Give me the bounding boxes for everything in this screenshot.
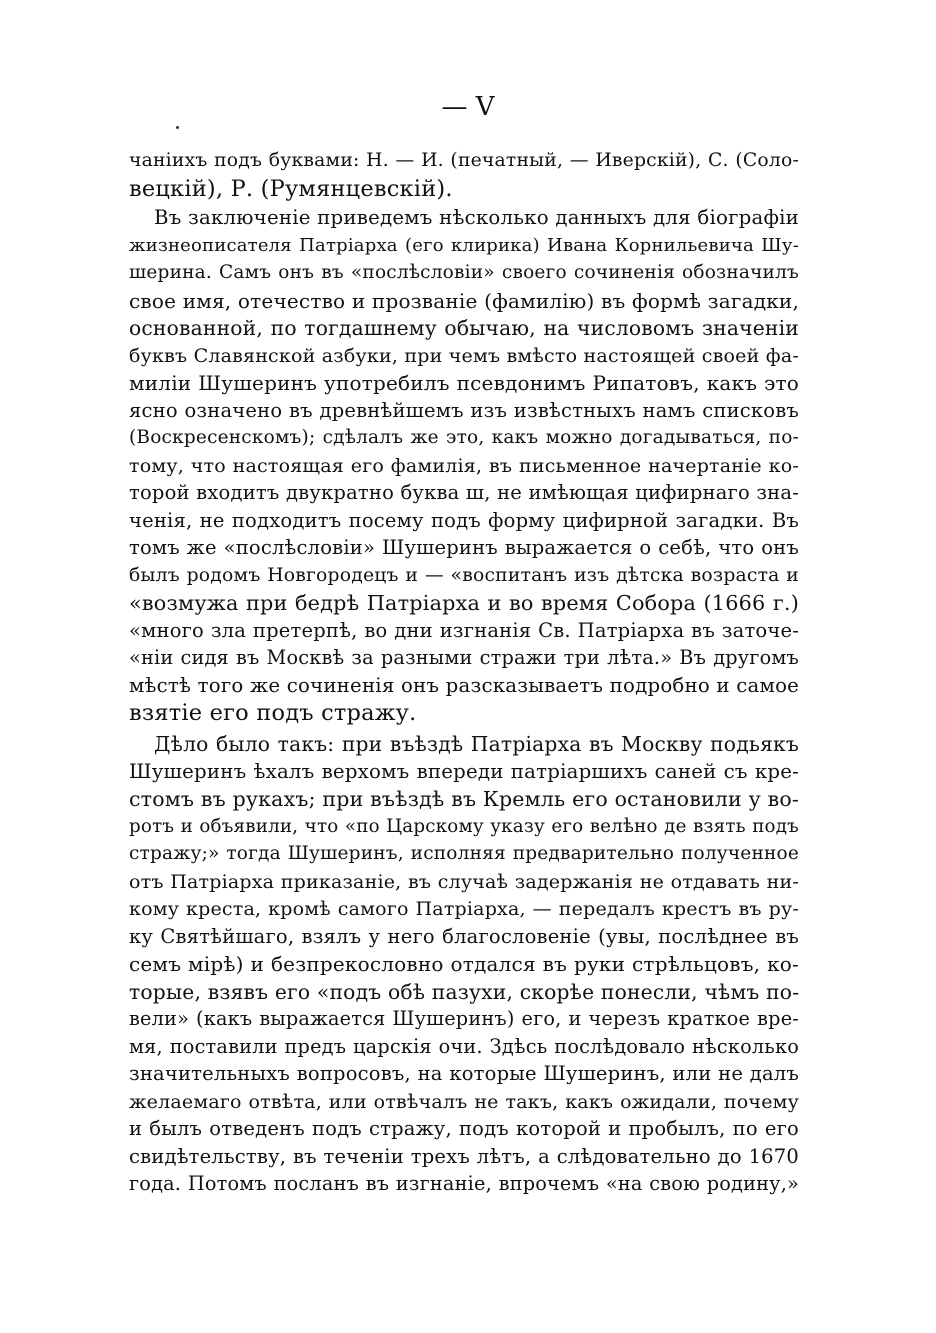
text-line: основанной, по тогдашнему обычаю, на числовомъ значеніи — [129, 316, 799, 340]
text-line: взятіе его подъ стражу. — [129, 700, 417, 726]
text-line: кому креста, кромѣ самого Патріарха, — передалъ крестъ въ ру- — [129, 898, 799, 920]
text-line: ченія, не подходитъ посему подъ форму цифирной загадки. Въ — [129, 509, 799, 532]
text-line: тому, что настоящая его фамилія, въ письменное начертаніе ко- — [129, 455, 799, 477]
text-line: ясно означено въ древнѣйшемъ изъ извѣстныхъ намъ списковъ — [129, 399, 799, 422]
text-line: желаемаго отвѣта, или отвѣчалъ не такъ, какъ ожидали, почему — [129, 1091, 799, 1113]
text-line: шерина. Самъ онъ въ «послѣсловіи» своего сочиненія обозначилъ — [129, 262, 799, 283]
text-line: стражу;» тогда Шушеринъ, исполняя предварительно полученное — [129, 843, 799, 864]
text-line: буквъ Славянской азбуки, при чемъ вмѣсто настоящей своей фа- — [129, 345, 799, 367]
text-line: значительныхъ вопросовъ, на которые Шушеринъ, или не далъ — [129, 1062, 799, 1085]
text-line: торые, взявъ его «подъ обѣ пазухи, скорѣе понесли, чѣмъ по- — [129, 980, 800, 1004]
text-line: свое имя, отечество и прозваніе (фамилію) въ формѣ загадки, — [129, 289, 800, 313]
text-line: «много зла претерпѣ, во дни изгнанія Св. Патріарха въ заточе- — [129, 619, 799, 642]
text-line: «возмужа при бедрѣ Патріарха и во время Собора (1666 г.) — [129, 591, 799, 615]
page-number: — V — [441, 92, 495, 122]
text-line: вецкій), Р. (Румянцевскій). — [129, 176, 453, 202]
text-line: мя, поставили предъ царскія очи. Здѣсь послѣдовало нѣсколько — [129, 1035, 799, 1058]
text-line: вели» (какъ выражается Шушеринъ) его, и черезъ краткое вре- — [129, 1007, 799, 1030]
text-line: томъ же «послѣсловіи» Шушеринъ выражается о себѣ, что онъ — [129, 536, 799, 559]
text-line: ку Святѣйшаго, взялъ у него благословеніе (увы, послѣднее въ — [129, 925, 799, 948]
paragraph-first-line: Дѣло было такъ: при въѣздѣ Патріарха въ Москву подьякъ — [154, 732, 799, 756]
text-line: жизнеописателя Патріарха (его клирика) Ивана Корнильевича Шу- — [129, 235, 799, 256]
text-line: года. Потомъ посланъ въ изгнаніе, впрочемъ «на свою родину,» — [129, 1172, 799, 1195]
text-line: «ніи сидя въ Москвѣ за разными стражи три лѣта.» Въ другомъ — [129, 646, 799, 669]
text-line: чаніихъ подъ буквами: Н. — И. (печатный, — Иверскій), С. (Соло- — [129, 150, 799, 171]
text-line: миліи Шушеринъ употребилъ псевдонимъ Рипатовъ, какъ это — [129, 371, 799, 395]
text-line: семъ мірѣ) и безпрекословно отдался въ руки стрѣльцовъ, ко- — [129, 952, 799, 976]
text-line: былъ родомъ Новгородецъ и — «воспитанъ изъ дѣтска возраста и — [129, 565, 799, 586]
paragraph-first-line: Въ заключеніе приведемъ нѣсколько данныхъ для біографіи — [154, 206, 799, 229]
text-line: Шушеринъ ѣхалъ верхомъ впереди патріаршихъ саней съ кре- — [129, 760, 799, 783]
text-line: и былъ отведенъ подъ стражу, подъ которой и пробылъ, по его — [129, 1117, 799, 1140]
text-line: (Воскресенскомъ); сдѣлалъ же это, какъ можно догадываться, по- — [129, 427, 799, 448]
text-line: свидѣтельству, въ теченіи трехъ лѣтъ, а слѣдовательно до 1670 — [129, 1145, 799, 1168]
text-line: отъ Патріарха приказаніе, въ случаѣ задержанія не отдавать ни- — [129, 871, 799, 893]
print-speck — [176, 126, 179, 129]
text-line: мѣстѣ того же сочиненія онъ разсказываетъ подробно и самое — [129, 674, 800, 697]
text-line: торой входитъ двукратно буква ш, не имѣющая цифирнаго зна- — [129, 481, 799, 504]
text-line: стомъ въ рукахъ; при въѣздѣ въ Кремль его остановили у во- — [129, 787, 799, 811]
text-line: ротъ и объявили, что «по Царскому указу его велѣно де взять подъ — [129, 816, 799, 837]
